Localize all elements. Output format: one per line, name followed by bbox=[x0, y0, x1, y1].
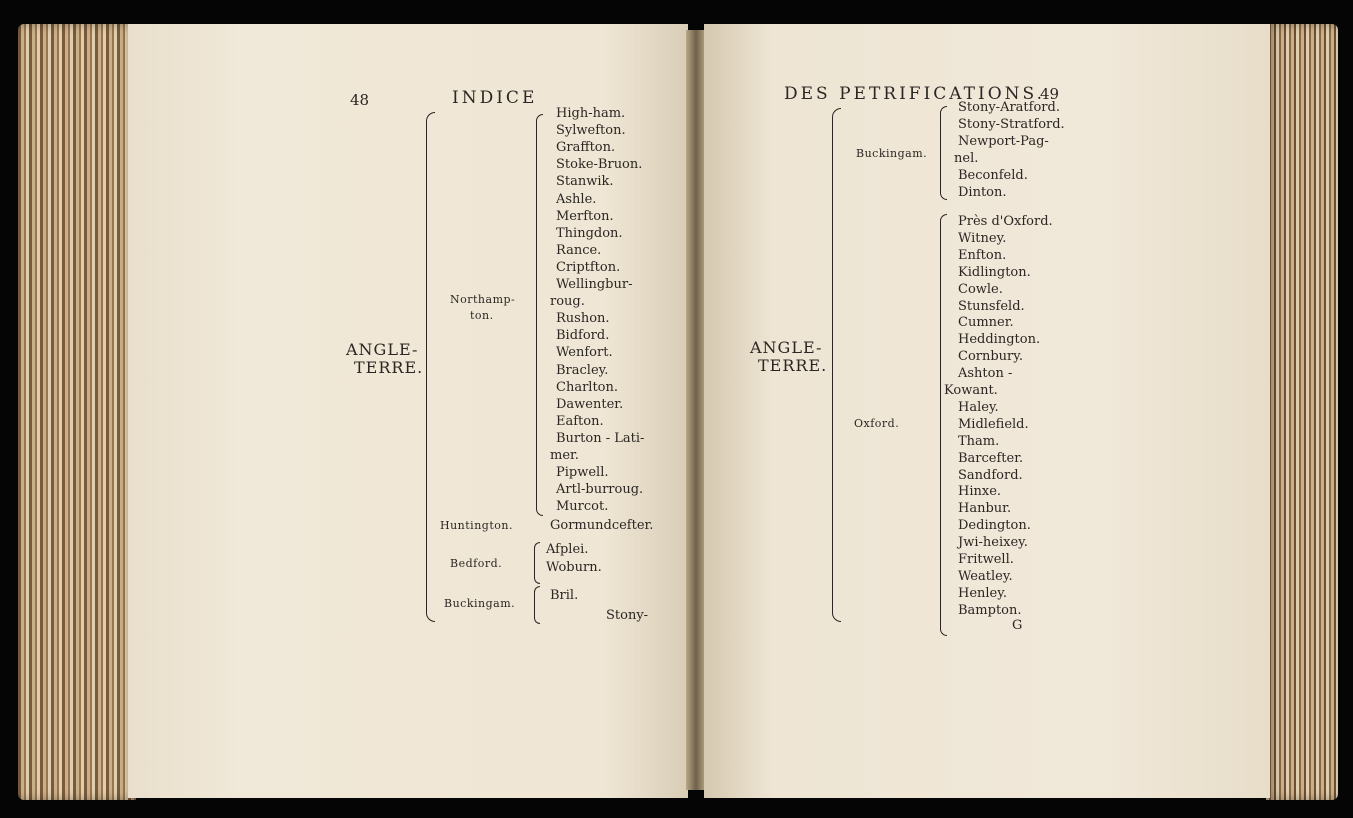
place-woburn: Woburn. bbox=[546, 560, 602, 575]
place-name: Ashle. bbox=[556, 191, 597, 207]
place-name: Hanbur. bbox=[958, 501, 1012, 517]
book-fore-edge-right bbox=[1266, 24, 1338, 800]
place-name: Kowant. bbox=[944, 383, 998, 398]
place-name: Kidlington. bbox=[958, 264, 1031, 280]
place-name: Stoke-Bruon. bbox=[556, 157, 643, 173]
place-name: Wellingbur- bbox=[556, 277, 633, 292]
place-name: Tham. bbox=[958, 433, 1000, 449]
place-name: Murcot. bbox=[556, 499, 609, 515]
bedford-brace bbox=[534, 542, 540, 584]
book-fore-edge-left bbox=[18, 24, 136, 800]
country-line-2: TERRE. bbox=[758, 356, 828, 375]
place-name: Dawenter. bbox=[556, 396, 624, 412]
place-name: nel. bbox=[954, 151, 979, 166]
place-name: Hinxe. bbox=[958, 484, 1002, 500]
place-bril: Bril. bbox=[550, 588, 579, 603]
running-head: DES PETRIFICATIONS. bbox=[784, 84, 1045, 104]
place-name: Eafton. bbox=[556, 413, 604, 429]
buckingam-brace bbox=[940, 106, 947, 200]
place-name: Heddington. bbox=[958, 332, 1041, 348]
left-page bbox=[128, 24, 688, 798]
oxford-brace bbox=[940, 214, 947, 636]
right-page bbox=[704, 24, 1270, 798]
county-label-oxford: Oxford. bbox=[854, 417, 900, 430]
place-name: Stony-Aratford. bbox=[958, 100, 1060, 115]
county-label-northampton-2: ton. bbox=[470, 309, 494, 322]
place-name: Bampton. bbox=[958, 602, 1022, 618]
place-name: Dinton. bbox=[958, 185, 1007, 200]
place-name: Burton - Lati- bbox=[556, 430, 645, 446]
running-head: INDICE bbox=[452, 88, 538, 108]
place-name: Cornbury. bbox=[958, 349, 1024, 365]
catchword: Stony- bbox=[606, 608, 649, 623]
place-name: Midlefield. bbox=[958, 416, 1029, 432]
place-name: Stanwik. bbox=[556, 174, 614, 190]
place-name: Stunsfeld. bbox=[958, 298, 1025, 314]
place-name: Sandford. bbox=[958, 467, 1023, 483]
outer-brace bbox=[426, 112, 435, 622]
page-number: 48 bbox=[350, 91, 370, 109]
place-name: High-ham. bbox=[556, 106, 626, 121]
country-line-1: ANGLE- bbox=[346, 340, 419, 359]
buckingam-brace bbox=[534, 586, 540, 624]
place-gormundcester: Gormundcefter. bbox=[550, 518, 654, 533]
place-name: Rance. bbox=[556, 242, 602, 258]
place-name: Haley. bbox=[958, 399, 999, 415]
place-name: Merfton. bbox=[556, 208, 614, 224]
place-name: Thingdon. bbox=[556, 225, 623, 241]
county-label-huntington: Huntington. bbox=[440, 519, 513, 532]
place-name: Weatley. bbox=[958, 568, 1013, 584]
place-name: Criptfton. bbox=[556, 259, 621, 275]
place-name: Enfton. bbox=[958, 247, 1007, 263]
place-name: Wenfort. bbox=[556, 345, 613, 361]
place-name: Près d'Oxford. bbox=[958, 214, 1053, 229]
place-afplei: Afplei. bbox=[546, 542, 589, 557]
outer-brace bbox=[832, 108, 841, 622]
place-name: Beconfeld. bbox=[958, 168, 1028, 183]
northampton-brace bbox=[536, 114, 543, 516]
place-name: Henley. bbox=[958, 585, 1008, 601]
country-line-2: TERRE. bbox=[354, 358, 424, 377]
place-name: Cumner. bbox=[958, 315, 1014, 331]
place-name: Charlton. bbox=[556, 379, 618, 395]
place-name: Ashton - bbox=[958, 366, 1013, 382]
place-name: Graffton. bbox=[556, 140, 616, 156]
county-label-northampton: Northamp- bbox=[450, 293, 516, 306]
county-label-bedford: Bedford. bbox=[450, 557, 503, 570]
place-name: Newport-Pag- bbox=[958, 134, 1049, 149]
county-label-buckingam: Buckingam. bbox=[444, 597, 516, 610]
place-name: Stony-Stratford. bbox=[958, 117, 1065, 132]
place-name: Barcefter. bbox=[958, 450, 1024, 466]
place-name: mer. bbox=[550, 448, 579, 463]
place-name: Dedington. bbox=[958, 518, 1031, 534]
place-name: Witney. bbox=[958, 230, 1007, 246]
place-name: Artl-burroug. bbox=[556, 482, 644, 498]
place-name: Pipwell. bbox=[556, 465, 609, 481]
county-label-buckingam: Buckingam. bbox=[856, 147, 928, 160]
gutter bbox=[686, 30, 706, 790]
place-name: Bidford. bbox=[556, 328, 610, 344]
place-name: Rushon. bbox=[556, 311, 610, 327]
country-line-1: ANGLE- bbox=[750, 338, 823, 357]
page-number: 49 bbox=[1040, 85, 1060, 103]
signature-mark: G bbox=[1012, 618, 1023, 633]
place-name: Sylwefton. bbox=[556, 123, 626, 139]
place-name: Bracley. bbox=[556, 362, 609, 378]
place-name: Cowle. bbox=[958, 281, 1003, 297]
place-name: roug. bbox=[550, 294, 585, 310]
place-name: Fritwell. bbox=[958, 552, 1014, 567]
place-name: Jwi-heixey. bbox=[958, 535, 1028, 551]
